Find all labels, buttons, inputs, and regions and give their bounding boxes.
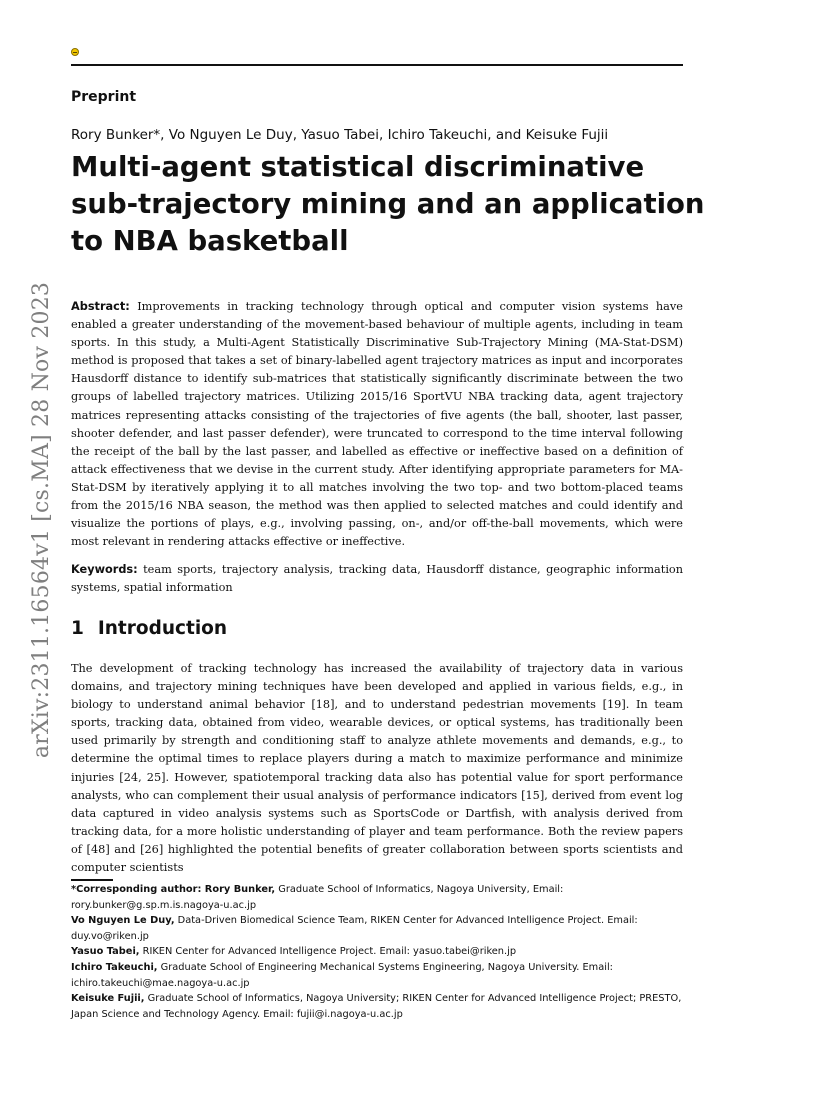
- preprint-label: Preprint: [71, 89, 137, 105]
- footnote-author: Ichiro Takeuchi,: [71, 961, 158, 973]
- section-title: Introduction: [97, 618, 228, 639]
- arxiv-identifier[interactable]: arXiv:2311.16564v1 [cs.MA] 28 Nov 2023: [29, 281, 54, 759]
- footnote-author: Vo Nguyen Le Duy,: [71, 915, 175, 927]
- header-rule: [71, 64, 683, 66]
- keywords-text: team sports, trajectory analysis, tracking data, Hausdorff distance, geographic information systems, spatial information: [71, 563, 684, 595]
- footnote-author: Yasuo Tabei,: [71, 946, 140, 958]
- abstract-label: Abstract:: [71, 300, 130, 313]
- section-number: 1: [71, 618, 84, 639]
- footnote-item: [71, 882, 683, 913]
- footnote-item: [71, 991, 683, 1022]
- footnote-affiliation: Data-Driven Biomedical Science Team, RIKEN Center for Advanced Intelligence Project. Email: duy.vo@riken.jp: [71, 915, 638, 942]
- open-access-icon: [71, 48, 79, 56]
- footnote-affiliation: Graduate School of Informatics, Nagoya University; RIKEN Center for Advanced Intelligence Project; PRESTO, Japan Science and Technology Agency. Email: fujii@i.nagoya-u.ac.jp: [71, 993, 682, 1020]
- abstract: [71, 298, 683, 551]
- footnote-item: [71, 913, 683, 944]
- footnotes: [71, 882, 683, 1022]
- footnote-author: *Corresponding author: Rory Bunker,: [71, 884, 276, 895]
- abstract-text: Improvements in tracking technology through optical and computer vision systems have enabled a greater understanding of the movement-based behaviour of multiple agents, including in team sports. In this study, a Multi-Agent Statistically Discriminative Sub-Trajectory Mining (MA-Stat-DSM) method is proposed that takes a set of binary-labelled agent trajectory matrices as input and incorporates Hausdorff distance to identify sub-matrices that statistically significantly discriminate between the two groups of labelled trajectory matrices. Utilizing 2015/16 SportVU NBA tracking data, agent trajectory matrices representing attacks consisting of the trajectories of five agents (the ball, shooter, last passer, shooter defender, and last passer defender), were truncated to correspond to the time interval following the receipt of the ball by the last passer, and labelled as effective or ineffective based on a definition of attack effectiveness that we devise in the current study. After identifying appropriate parameters for MA-Stat-DSM by iteratively applying it to all matches involving the two top- and two bottom-placed teams from the 2015/16 NBA season, the method was then applied to selected matches and could identify and visualize the portions of plays, e.g., involving passing, on-, and/or off-the-ball movements, which were most relevant in rendering attacks effective or ineffective.: [71, 300, 683, 549]
- paper-title: Multi-agent statistical discriminative sub-trajectory mining and an application to NBA basketball: [71, 151, 705, 257]
- keywords-label: Keywords:: [71, 563, 138, 576]
- author-list: Rory Bunker*, Vo Nguyen Le Duy, Yasuo Tabei, Ichiro Takeuchi, and Keisuke Fujii: [71, 127, 609, 143]
- footnote-affiliation: Graduate School of Informatics, Nagoya University, Email: rory.bunker@g.sp.m.is.nagoya-u.ac.jp: [71, 884, 564, 911]
- keywords: [71, 561, 683, 597]
- introduction-paragraph: The development of tracking technology has increased the availability of trajectory data in various domains, and trajectory mining techniques have been developed and applied in various fields, e.g., in biology to understand animal behavior [18], and to understand pedestrian movements [19]. In team sports, tracking data, obtained from video, wearable devices, or optical systems, has traditionally been used primarily by strength and conditioning staff to analyze athlete movements and demands, e.g., to determine the optimal times to replace players during a match to maximize performance and minimize injuries [24, 25]. However, spatiotemporal tracking data also has potential value for sport performance analysts, who can complement their usual analysis of performance indicators [15], derived from event log data captured in video analysis systems such as SportsCode or Dartfish, with analysis derived from tracking data, for a more holistic understanding of player and team performance. Both the review papers of [48] and [26] highlighted the potential benefits of greater collaboration between sports scientists and computer scientists: [71, 662, 683, 875]
- section-heading-introduction: [71, 618, 227, 639]
- footnote-item: [71, 944, 683, 960]
- footnote-rule: [71, 879, 113, 881]
- footnote-affiliation: Graduate School of Engineering Mechanical Systems Engineering, Nagoya University. Email: ichiro.takeuchi@mae.nagoya-u.ac.jp: [71, 961, 613, 989]
- footnote-affiliation: RIKEN Center for Advanced Intelligence Project. Email: yasuo.tabei@riken.jp: [142, 946, 517, 958]
- footnote-author: Keisuke Fujii,: [71, 993, 145, 1005]
- footnote-item: [71, 960, 683, 991]
